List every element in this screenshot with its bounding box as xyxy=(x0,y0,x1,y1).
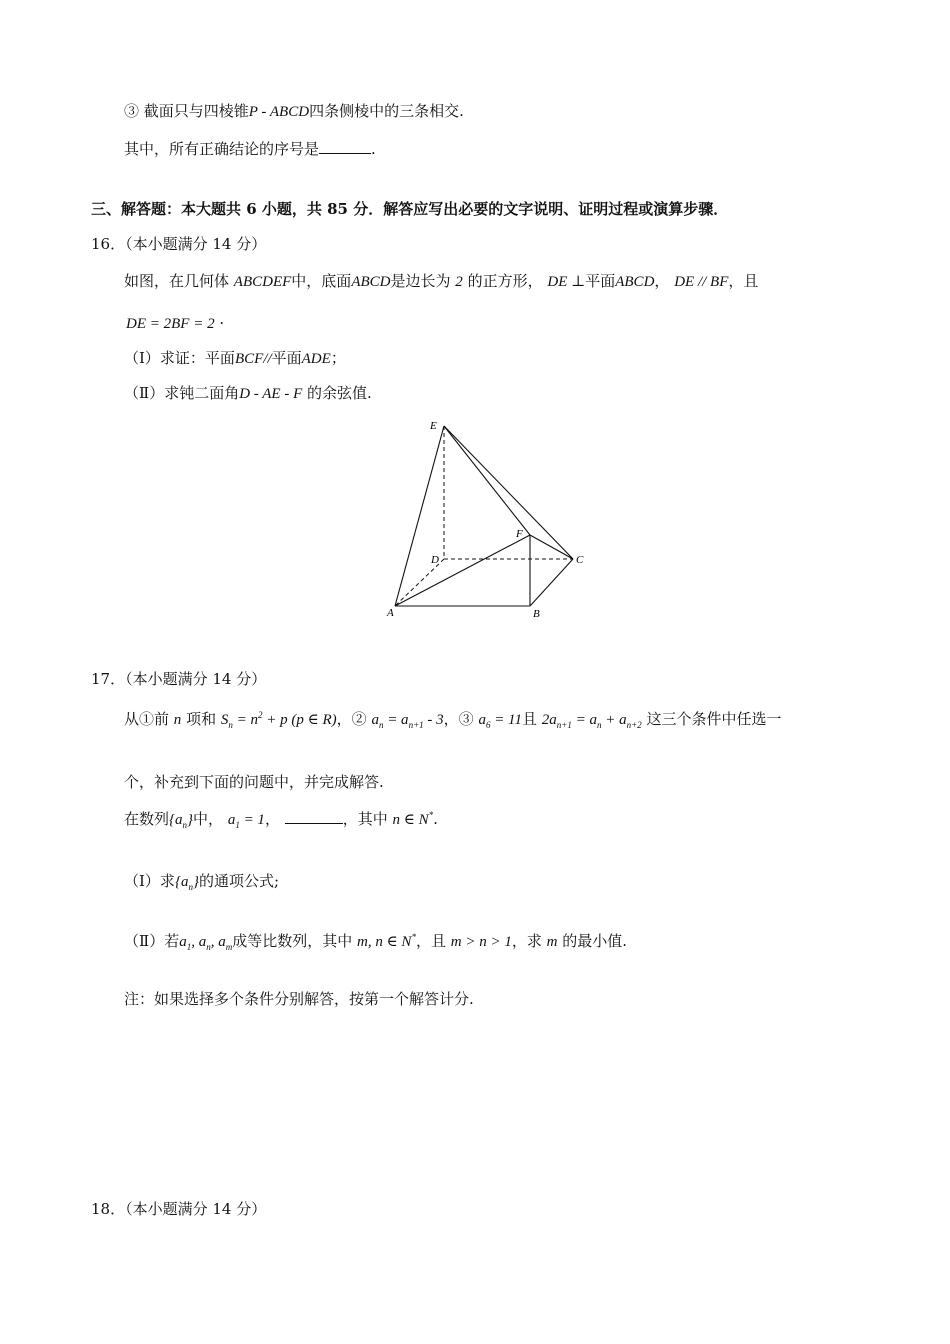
superscript: * xyxy=(411,932,416,942)
text: ，③ xyxy=(443,710,474,728)
question-score: （本小题满分 14 分） xyxy=(125,670,267,688)
edge-EA xyxy=(395,426,444,606)
question-score: （本小题满分 14 分） xyxy=(125,235,267,253)
text: 如图，在几何体 xyxy=(124,272,230,290)
math-expr: = 1 xyxy=(243,812,265,828)
condition-blank xyxy=(285,809,343,824)
text: （Ⅱ）若 xyxy=(124,932,180,950)
subscript: n+2 xyxy=(626,720,642,730)
q16-line-2 xyxy=(126,312,224,335)
math-expr: D - AE - F xyxy=(239,386,303,402)
edge-AF xyxy=(395,535,530,606)
text: ， xyxy=(264,810,280,828)
math-expr: m > n > 1 xyxy=(450,934,512,950)
subscript: n+1 xyxy=(556,720,572,730)
subscript: n xyxy=(228,720,233,730)
question-number: 16． xyxy=(91,235,126,253)
math-expr: BCF xyxy=(234,351,264,367)
math-a1 xyxy=(228,812,265,828)
label-D: D xyxy=(431,554,439,566)
math-expr: - 3 xyxy=(427,712,444,728)
text: ，其中 xyxy=(342,810,388,828)
question-number: 18． xyxy=(91,1200,126,1218)
answer-blank xyxy=(319,139,371,154)
text: 的最小值. xyxy=(562,932,628,950)
text: 其中，所有正确结论的序号是 xyxy=(124,140,320,158)
math-expr: = n xyxy=(236,712,258,728)
label-A: A xyxy=(387,607,394,619)
edge-DA-hidden xyxy=(395,559,444,606)
text: ，求 xyxy=(511,932,542,950)
text: （Ⅱ）求钝二面角 xyxy=(124,384,240,402)
math-expr: 2a xyxy=(541,712,557,728)
text: ③ 截面只与四棱锥 xyxy=(124,102,249,120)
math-terms xyxy=(179,934,232,950)
text: 是边长为 xyxy=(390,272,451,290)
text: · xyxy=(219,314,225,332)
subscript: n+1 xyxy=(408,720,424,730)
text: 成等比数列，其中 xyxy=(232,932,353,950)
q17-line-2: 个，补充到下面的问题中，并完成解答. xyxy=(124,773,384,791)
text: 这三个条件中任选一 xyxy=(646,710,782,728)
question-score: （本小题满分 14 分） xyxy=(125,1200,267,1218)
text: 平面 xyxy=(271,349,302,367)
sequence-braces: $\{a_n\}$ xyxy=(169,812,194,830)
subscript: n xyxy=(378,720,384,730)
subscript: m xyxy=(225,942,233,952)
text: ， xyxy=(654,272,670,290)
subscript: 1 xyxy=(235,820,240,830)
solid-figure-svg xyxy=(385,418,590,623)
math-expr: a xyxy=(175,812,183,828)
edge-FC xyxy=(530,535,573,559)
math-expr: n ∈ N xyxy=(392,812,429,828)
text: 的正方形， xyxy=(467,272,543,290)
q17-part-2 xyxy=(124,930,627,953)
label-B: B xyxy=(533,608,540,620)
math-expr: a xyxy=(227,812,236,828)
text: ，且 xyxy=(415,932,446,950)
text: ，② xyxy=(336,710,367,728)
text: 四条侧棱中的三条相交. xyxy=(309,102,464,120)
question-number: 17． xyxy=(91,670,126,688)
math-expr: a xyxy=(371,712,379,728)
math-mn-in-N xyxy=(357,934,416,950)
math-expr: S xyxy=(220,712,229,728)
math-expr: a xyxy=(180,874,189,890)
math-expr: + a xyxy=(605,712,627,728)
q16-part-2 xyxy=(124,382,372,405)
text: 的余弦值. xyxy=(307,384,372,402)
math-expr: 2 xyxy=(455,274,463,290)
math-a6 xyxy=(478,712,522,728)
edge-BC xyxy=(530,559,573,606)
text: 的通项公式; xyxy=(198,872,279,890)
edge-EC xyxy=(444,426,573,559)
subscript: n xyxy=(596,720,602,730)
math-expr: m, n ∈ N xyxy=(357,934,412,950)
math-expr: DE ⊥ xyxy=(547,274,586,290)
math-n-in-N xyxy=(393,812,434,828)
subscript: 6 xyxy=(485,720,491,730)
text: 平面 xyxy=(585,272,616,290)
q17-note: 注：如果选择多个条件分别解答，按第一个解答计分. xyxy=(124,990,474,1008)
superscript: * xyxy=(428,810,434,820)
text: （Ⅰ）求 xyxy=(124,872,175,890)
text: 中，底面 xyxy=(291,272,352,290)
q17-line-1 xyxy=(124,708,781,731)
prev-answer-line xyxy=(124,138,376,160)
subscript: n xyxy=(206,942,211,952)
math-expr: n xyxy=(173,712,182,728)
q16-geometry-figure xyxy=(385,418,590,623)
text: ； xyxy=(330,349,346,367)
section-3-heading: 三、解答题：本大题共 6 小题，共 85 分．解答应写出必要的文字说明、证明过程或演算步骤． xyxy=(91,200,729,218)
math-expr: , a xyxy=(191,934,207,950)
math-expr: = a xyxy=(387,712,409,728)
text: 在数列 xyxy=(124,810,170,828)
math-expr: DE = 2BF = 2 xyxy=(126,316,215,332)
math-expr: P - ABCD xyxy=(248,104,310,120)
math-expr: ABCDEF xyxy=(233,274,292,290)
math-sum-formula xyxy=(221,712,337,728)
label-C: C xyxy=(576,554,584,566)
text: 且 xyxy=(521,710,537,728)
q16-header xyxy=(91,233,266,255)
sequence-braces: $\{a_n\}$ xyxy=(174,874,199,892)
text: . xyxy=(433,810,438,828)
text: ，且 xyxy=(728,272,759,290)
math-recurrence-3 xyxy=(542,712,642,728)
q17-header xyxy=(91,668,266,690)
math-expr: , a xyxy=(210,934,226,950)
text: 项和 xyxy=(186,710,217,728)
math-expr: = a xyxy=(575,712,597,728)
math-expr: ABCD xyxy=(351,274,391,290)
q16-line-1 xyxy=(124,270,758,293)
label-F: F xyxy=(516,528,523,540)
math-expr: m xyxy=(546,934,558,950)
q17-part-1 xyxy=(124,870,279,893)
prev-item-3 xyxy=(124,100,464,123)
text: . xyxy=(371,140,376,158)
math-expr: = 11 xyxy=(494,712,522,728)
label-E: E xyxy=(430,420,437,432)
math-expr: ABCD xyxy=(615,274,655,290)
text: 从①前 xyxy=(124,710,170,728)
subscript: 1 xyxy=(186,942,192,952)
q18-header xyxy=(91,1198,266,1220)
q16-part-1 xyxy=(124,347,346,370)
text: （Ⅰ）求证：平面 xyxy=(124,349,235,367)
math-expr: + p (p ∈ R) xyxy=(266,712,337,728)
text: 中， xyxy=(193,810,224,828)
q17-line-3 xyxy=(124,808,438,831)
subscript: n xyxy=(182,820,188,830)
edge-EF xyxy=(444,426,530,535)
math-recurrence-2 xyxy=(371,712,443,728)
subscript: n xyxy=(188,882,193,892)
math-expr: ADE xyxy=(301,351,331,367)
superscript: 2 xyxy=(258,710,263,720)
math-expr: // xyxy=(263,351,272,367)
math-expr: DE // BF xyxy=(674,274,729,290)
math-expr: a xyxy=(478,712,486,728)
math-expr: a xyxy=(179,934,187,950)
